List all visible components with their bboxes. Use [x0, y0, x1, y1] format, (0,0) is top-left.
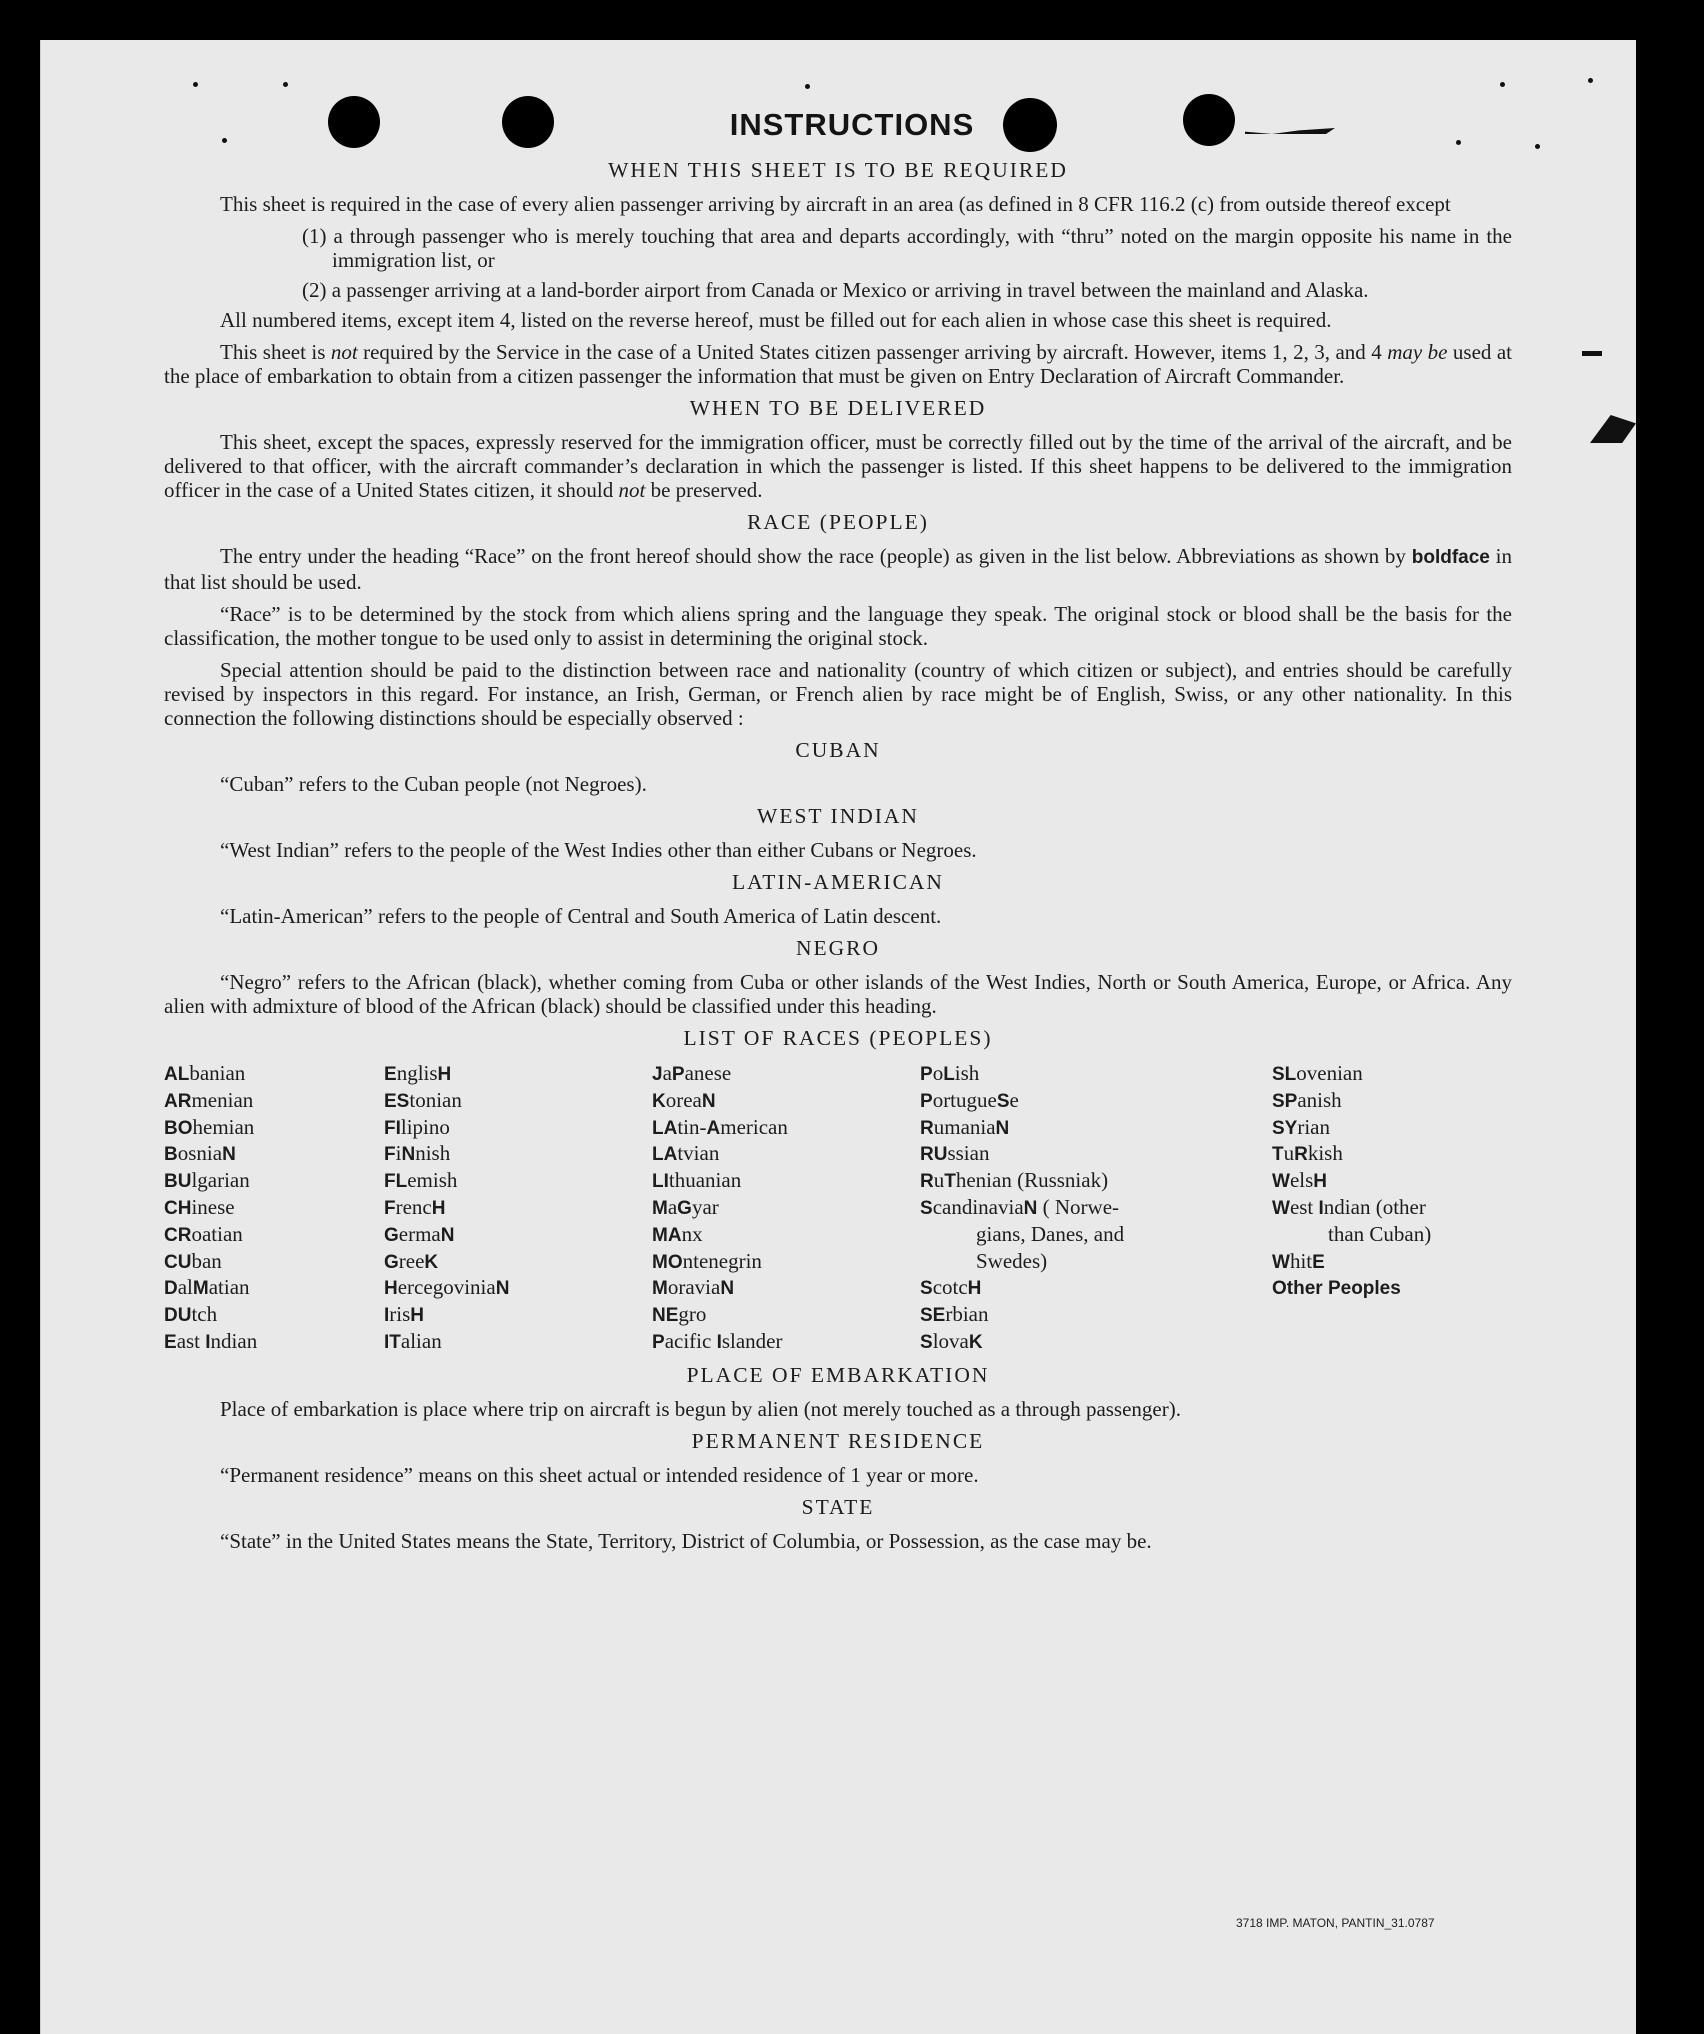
race-text: ast — [176, 1328, 206, 1353]
race-abbrev: S — [920, 1278, 933, 1300]
race-abbrev: H — [431, 1197, 446, 1219]
race-entry — [652, 1140, 920, 1167]
race-text: rian — [1297, 1114, 1331, 1139]
race-abbrev: S — [996, 1090, 1010, 1112]
speck — [1500, 82, 1505, 87]
race-text: menian — [191, 1087, 254, 1112]
race-entry — [164, 1114, 384, 1141]
race-entry — [164, 1167, 384, 1194]
bold-text: boldface — [1411, 547, 1490, 568]
race-abbrev: J — [652, 1064, 663, 1085]
paragraph: All numbered items, except item 4, listed on the reverse hereof, must be filled out for each alien in whose case this sheet is required. — [220, 308, 1332, 332]
race-text: oravia — [667, 1275, 721, 1300]
race-text: ovenian — [1296, 1061, 1363, 1085]
race-entry — [1272, 1248, 1512, 1275]
race-entry — [164, 1194, 384, 1221]
race-text: a — [662, 1061, 672, 1085]
speck — [193, 82, 198, 87]
races-column — [384, 1060, 652, 1355]
list-item: (1) a through passenger who is merely touching that area and departs accordingly, with “thru” noted on the margin opposite his name in the immigration list, or — [302, 224, 1512, 272]
race-text: ban — [191, 1248, 222, 1273]
race-entry — [920, 1328, 1272, 1355]
race-entry — [920, 1167, 1272, 1194]
race-abbrev: FI — [384, 1117, 401, 1139]
race-entry — [652, 1221, 920, 1248]
paragraph: “State” in the United States means the State, Territory, District of Columbia, or Possession, as the case may be. — [220, 1528, 1152, 1553]
race-entry — [164, 1328, 384, 1355]
race-entry — [384, 1274, 652, 1301]
race-abbrev: G — [384, 1224, 399, 1246]
race-abbrev: H — [410, 1305, 425, 1327]
race-abbrev: K — [652, 1090, 666, 1112]
race-abbrev: K — [968, 1331, 983, 1353]
race-entry — [384, 1060, 652, 1087]
race-text: erma — [398, 1221, 441, 1246]
race-text: ( Norwe- — [1037, 1194, 1120, 1219]
section-heading: WHEN TO BE DELIVERED — [689, 396, 987, 420]
text-run: used at the place of embarkation to obtain from a citizen passenger the information that must be given on Entry Declaration of Aircraft Commander. — [164, 340, 1513, 388]
race-abbrev: F — [384, 1197, 396, 1219]
race-entry — [652, 1194, 920, 1221]
exceptions-list — [164, 224, 1512, 302]
race-text: lgarian — [191, 1168, 250, 1193]
emphasis: not — [618, 478, 646, 502]
race-text: ree — [398, 1248, 425, 1273]
race-abbrev: N — [995, 1117, 1010, 1139]
race-abbrev: M — [652, 1197, 668, 1219]
race-abbrev: H — [437, 1064, 452, 1085]
document-body — [164, 150, 1512, 1561]
printer-imprint: 3718 IMP. MATON, PANTIN_31.0787 — [1236, 1916, 1435, 1930]
race-text: banian — [189, 1061, 246, 1085]
section-heading: NEGRO — [795, 936, 881, 960]
race-text: inese — [191, 1194, 235, 1219]
race-abbrev: R — [1294, 1144, 1308, 1166]
race-entry — [384, 1328, 652, 1355]
race-text: tvian — [677, 1141, 720, 1166]
race-entry — [1272, 1221, 1512, 1248]
race-abbrev: G — [384, 1251, 399, 1273]
race-abbrev: M — [652, 1278, 668, 1300]
race-abbrev: E — [384, 1064, 397, 1085]
emphasis: not — [330, 340, 358, 364]
race-abbrev: N — [440, 1224, 455, 1246]
race-abbrev: CR — [164, 1224, 192, 1246]
race-text: nx — [681, 1221, 703, 1246]
race-entry — [384, 1248, 652, 1275]
race-text: ndian — [210, 1328, 258, 1353]
text-run: The entry under the heading “Race” on the front hereof should show the race (people) as given in the list below. Abbreviations as shown by — [220, 544, 1412, 568]
race-text: e — [1009, 1087, 1019, 1112]
race-abbrev: P — [920, 1090, 933, 1112]
race-abbrev: N — [701, 1090, 716, 1112]
race-entry — [164, 1248, 384, 1275]
race-text: alian — [400, 1328, 442, 1353]
race-entry — [652, 1167, 920, 1194]
races-list — [164, 1060, 1512, 1355]
race-abbrev: K — [424, 1251, 439, 1273]
race-abbrev: H — [967, 1278, 982, 1300]
race-entry — [164, 1087, 384, 1114]
race-entry — [920, 1140, 1272, 1167]
race-abbrev: SY — [1272, 1117, 1298, 1139]
list-item: (2) a passenger arriving at a land-border airport from Canada or Mexico or arriving in travel between the mainland and Alaska. — [302, 278, 1369, 302]
race-text: ercegovinia — [397, 1275, 496, 1300]
race-text: kish — [1307, 1141, 1343, 1166]
race-entry — [164, 1060, 384, 1087]
race-abbrev: MO — [652, 1251, 683, 1273]
race-entry — [1272, 1140, 1512, 1167]
race-abbrev: H — [1313, 1171, 1327, 1193]
paragraph: “Latin-American” refers to the people of Central and South America of Latin descent. — [220, 904, 942, 928]
race-abbrev: F — [384, 1144, 396, 1166]
race-abbrev: D — [164, 1278, 178, 1300]
race-entry — [920, 1274, 1272, 1301]
race-entry — [1272, 1060, 1512, 1087]
race-entry — [652, 1274, 920, 1301]
edge-tear — [1582, 351, 1602, 356]
race-text: gians, Danes, and — [976, 1221, 1125, 1246]
speck — [805, 84, 810, 89]
text-run: be preserved. — [645, 478, 763, 502]
race-abbrev: CH — [164, 1197, 192, 1219]
race-abbrev: I — [384, 1305, 390, 1327]
paragraph: “West Indian” refers to the people of the West Indies other than either Cubans or Negroes. — [220, 838, 977, 862]
race-abbrev: SP — [1272, 1090, 1298, 1112]
race-abbrev: P — [671, 1064, 685, 1085]
section-heading: WEST INDIAN — [757, 804, 919, 828]
section-heading: PLACE OF EMBARKATION — [686, 1362, 990, 1387]
race-entry — [920, 1194, 1272, 1221]
race-entry — [164, 1274, 384, 1301]
section-heading: LIST OF RACES (PEOPLES) — [683, 1026, 993, 1050]
race-entry — [652, 1301, 920, 1328]
race-abbrev: N — [1023, 1197, 1038, 1219]
race-abbrev: P — [652, 1331, 665, 1353]
race-abbrev: ES — [384, 1090, 410, 1112]
race-text: tin- — [677, 1114, 707, 1139]
race-abbrev: CU — [164, 1251, 192, 1273]
paragraph — [164, 544, 1512, 594]
race-text: orea — [665, 1087, 702, 1112]
race-entry — [652, 1328, 920, 1355]
race-text: anish — [1297, 1087, 1342, 1112]
races-column — [1272, 1060, 1512, 1355]
race-abbrev: FL — [384, 1171, 408, 1193]
race-text: els — [1289, 1168, 1314, 1193]
race-abbrev: A — [706, 1117, 721, 1139]
paragraph: Special attention should be paid to the distinction between race and nationality (country of which citizen or subject), and entries should be carefully revised by inspectors in this regard. For instance, an Irish, German, or French alien by race might be of English, Swiss, or any other nationality. In this connection the following distinctions should be especially observed : — [164, 658, 1512, 730]
race-text: ortugue — [932, 1087, 997, 1112]
races-column — [920, 1060, 1272, 1355]
race-abbrev: AR — [164, 1090, 192, 1112]
section-heading: RACE (PEOPLE) — [747, 510, 929, 534]
race-entry — [384, 1221, 652, 1248]
race-abbrev: N — [720, 1278, 735, 1300]
paragraph: “Permanent residence” means on this sheet actual or intended residence of 1 year or more. — [220, 1462, 979, 1487]
race-entry — [164, 1140, 384, 1167]
race-abbrev: BO — [164, 1117, 193, 1139]
race-text: ndian (other — [1323, 1194, 1426, 1219]
text-run: in that list should be used. — [164, 544, 1513, 594]
race-entry — [652, 1087, 920, 1114]
text-run: This sheet, except the spaces, expressly reserved for the immigration officer, must be correctly filled out by the time of the arrival of the aircraft, and be delivered to that officer, with the aircraft commander’s declaration in which the passenger is listed. If this sheet happens to be delivered to the immigration officer in the case of a United States citizen, it should — [164, 430, 1512, 502]
race-abbrev: H — [384, 1278, 398, 1300]
speck — [1535, 144, 1540, 149]
race-abbrev: SL — [1272, 1064, 1297, 1085]
race-entry — [384, 1167, 652, 1194]
race-abbrev: LI — [652, 1171, 669, 1193]
race-text: merican — [720, 1114, 788, 1139]
section-heading: WHEN THIS SHEET IS TO BE REQUIRED — [608, 158, 1068, 182]
race-entry — [920, 1248, 1272, 1275]
race-text: gro — [678, 1302, 707, 1327]
race-text: ntenegrin — [682, 1248, 762, 1273]
race-text: thuanian — [668, 1168, 742, 1193]
race-abbrev: I — [716, 1331, 722, 1353]
race-text: renc — [395, 1194, 432, 1219]
race-text: emish — [407, 1168, 458, 1193]
race-abbrev: G — [677, 1197, 692, 1219]
race-entry — [384, 1087, 652, 1114]
race-text: nish — [415, 1141, 451, 1166]
race-abbrev: T — [944, 1171, 956, 1193]
race-text: nglis — [396, 1061, 438, 1085]
race-text: rbian — [945, 1302, 989, 1327]
race-abbrev: B — [164, 1144, 178, 1166]
race-text: hemian — [192, 1114, 255, 1139]
race-entry — [1272, 1087, 1512, 1114]
race-abbrev: M — [192, 1278, 209, 1300]
paragraph: This sheet is required in the case of every alien passenger arriving by aircraft in an area (as defined in 8 CFR 116.2 (c) from outside thereof except — [220, 192, 1451, 216]
race-text: hit — [1289, 1248, 1313, 1273]
race-abbrev: BU — [164, 1171, 192, 1193]
race-text: osnia — [177, 1141, 223, 1166]
races-column — [164, 1060, 384, 1355]
race-abbrev: W — [1272, 1171, 1290, 1193]
race-abbrev: E — [164, 1331, 177, 1353]
race-entry — [384, 1301, 652, 1328]
race-abbrev: AL — [164, 1064, 190, 1085]
race-text: u — [933, 1168, 945, 1193]
race-abbrev: R — [920, 1171, 934, 1193]
race-entry — [1272, 1167, 1512, 1194]
page-title: INSTRUCTIONS — [729, 107, 975, 142]
race-abbrev: DU — [164, 1305, 192, 1327]
race-abbrev: E — [1312, 1251, 1325, 1273]
race-abbrev: I — [1318, 1197, 1324, 1219]
race-abbrev: R — [920, 1117, 934, 1139]
race-text: lipino — [400, 1114, 450, 1139]
race-text: a — [667, 1194, 678, 1219]
race-entry — [920, 1087, 1272, 1114]
race-abbrev: SE — [920, 1305, 946, 1327]
race-entry — [384, 1114, 652, 1141]
race-abbrev: S — [920, 1197, 933, 1219]
race-abbrev: LA — [652, 1144, 678, 1166]
race-text: atian — [208, 1275, 250, 1300]
section-heading: CUBAN — [795, 738, 881, 762]
race-entry — [920, 1114, 1272, 1141]
race-abbrev: P — [920, 1064, 933, 1085]
race-abbrev: LA — [652, 1117, 678, 1139]
race-entry — [920, 1221, 1272, 1248]
race-text: ssian — [947, 1141, 990, 1166]
paragraph: “Cuban” refers to the Cuban people (not Negroes). — [220, 772, 647, 796]
race-abbrev: W — [1272, 1197, 1290, 1219]
race-entry — [384, 1140, 652, 1167]
race-abbrev: S — [920, 1331, 933, 1353]
race-entry — [1272, 1114, 1512, 1141]
paragraph — [164, 430, 1512, 502]
race-abbrev: N — [495, 1278, 510, 1300]
race-text: tonian — [409, 1087, 462, 1112]
race-text: i — [395, 1141, 402, 1166]
race-entry — [1272, 1194, 1512, 1221]
race-abbrev: N — [401, 1144, 416, 1166]
race-entry — [920, 1060, 1272, 1087]
section-heading: LATIN-AMERICAN — [732, 870, 944, 894]
race-text: lova — [932, 1328, 969, 1353]
race-text: est — [1289, 1194, 1319, 1219]
race-text: umania — [933, 1114, 996, 1139]
race-text: yar — [691, 1194, 719, 1219]
text-run: This sheet is — [220, 340, 331, 364]
race-abbrev: IT — [384, 1331, 401, 1353]
section-heading: PERMANENT RESIDENCE — [691, 1428, 985, 1453]
race-abbrev: T — [1272, 1144, 1284, 1166]
paragraph — [164, 340, 1512, 388]
race-text: al — [177, 1275, 193, 1300]
race-text: acific — [664, 1328, 717, 1353]
speck — [283, 82, 288, 87]
race-abbrev: RU — [920, 1144, 948, 1166]
race-text: than Cuban) — [1328, 1221, 1432, 1246]
emphasis: may be — [1387, 340, 1448, 364]
race-abbrev: Other Peoples — [1272, 1278, 1401, 1300]
race-text: slander — [721, 1328, 783, 1353]
race-entry — [1272, 1274, 1512, 1301]
race-entry — [652, 1114, 920, 1141]
paragraph: “Negro” refers to the African (black), whether coming from Cuba or other islands of the West Indies, North or South America, Europe, or Africa. Any alien with admixture of blood of the African (black) should be classified under this heading. — [164, 970, 1512, 1018]
race-entry — [920, 1301, 1272, 1328]
section-heading: STATE — [801, 1494, 875, 1519]
race-entry — [164, 1221, 384, 1248]
paragraph: Place of embarkation is place where trip on aircraft is begun by alien (not merely touched as a through passenger). — [220, 1396, 1181, 1421]
race-abbrev: MA — [652, 1224, 682, 1246]
race-abbrev: W — [1272, 1251, 1290, 1273]
race-text: cotc — [932, 1275, 968, 1300]
race-text: o — [932, 1061, 944, 1085]
race-text: anese — [684, 1061, 732, 1085]
race-abbrev: I — [205, 1331, 211, 1353]
race-abbrev: N — [222, 1144, 236, 1166]
race-entry — [652, 1060, 920, 1087]
race-text: tch — [191, 1302, 218, 1327]
race-text: u — [1283, 1141, 1295, 1166]
race-entry — [384, 1194, 652, 1221]
race-text: henian (Russniak) — [955, 1168, 1109, 1193]
race-abbrev: NE — [652, 1305, 679, 1327]
race-text: ish — [954, 1061, 980, 1085]
races-column — [652, 1060, 920, 1355]
speck — [1588, 78, 1593, 83]
paragraph: “Race” is to be determined by the stock from which aliens spring and the language they speak. The original stock or blood shall be the basis for the classification, the mother tongue to be used only to assist in determining the original stock. — [164, 602, 1512, 650]
text-run: required by the Service in the case of a United States citizen passenger arriving by aircraft. However, items 1, 2, 3, and 4 — [357, 340, 1388, 364]
race-text: oatian — [191, 1221, 243, 1246]
race-text: ris — [389, 1302, 411, 1327]
race-text: candinavia — [932, 1194, 1024, 1219]
race-text: Swedes) — [976, 1248, 1048, 1273]
race-entry — [652, 1248, 920, 1275]
race-entry — [164, 1301, 384, 1328]
race-abbrev: L — [943, 1064, 955, 1085]
